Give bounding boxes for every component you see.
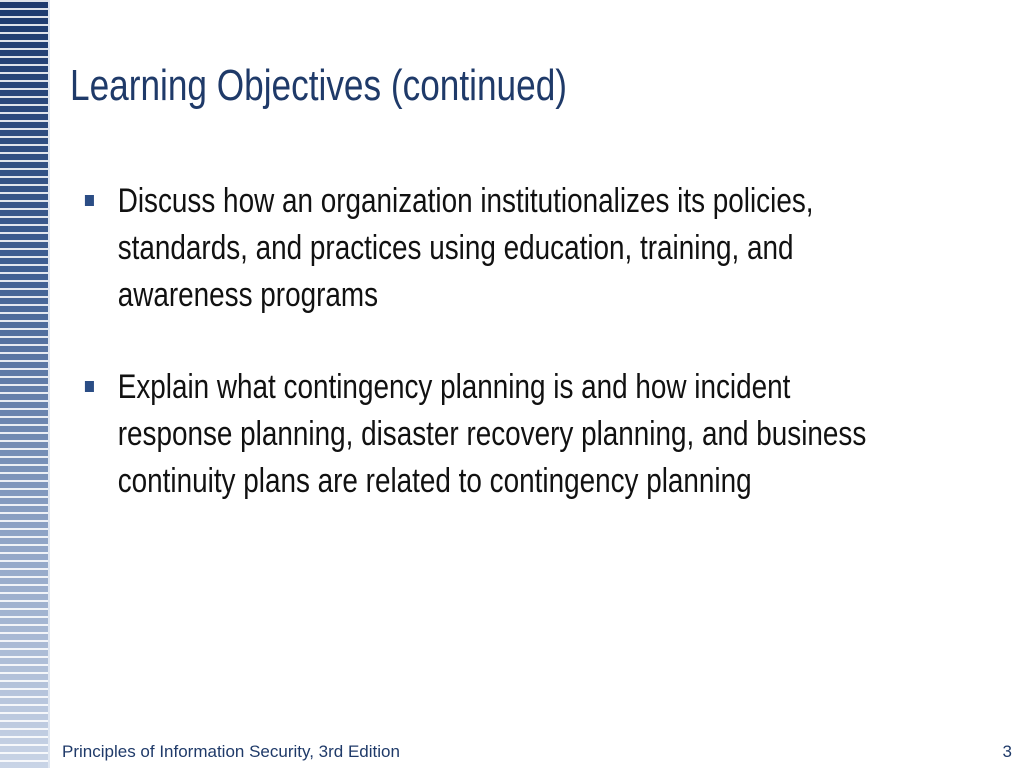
bullet-item: [80, 178, 908, 319]
bullet-text: Explain what contingency planning is and how incident response planning, disaster recovery planning, and business continuity plans are related to contingency planning: [117, 368, 867, 500]
square-bullet-icon: [85, 195, 94, 206]
page-number: 3: [1002, 742, 1012, 761]
slide-title: Learning Objectives (continued): [70, 61, 567, 110]
square-bullet-icon: [85, 381, 94, 392]
decorative-side-bar: [0, 0, 50, 768]
bullet-list: [80, 178, 908, 505]
bullet-item: [80, 364, 908, 505]
bullet-text: Discuss how an organization institutionalizes its policies, standards, and practices using education, training, and awareness programs: [117, 182, 814, 314]
footer-book-title: Principles of Information Security, 3rd Edition: [62, 742, 400, 761]
